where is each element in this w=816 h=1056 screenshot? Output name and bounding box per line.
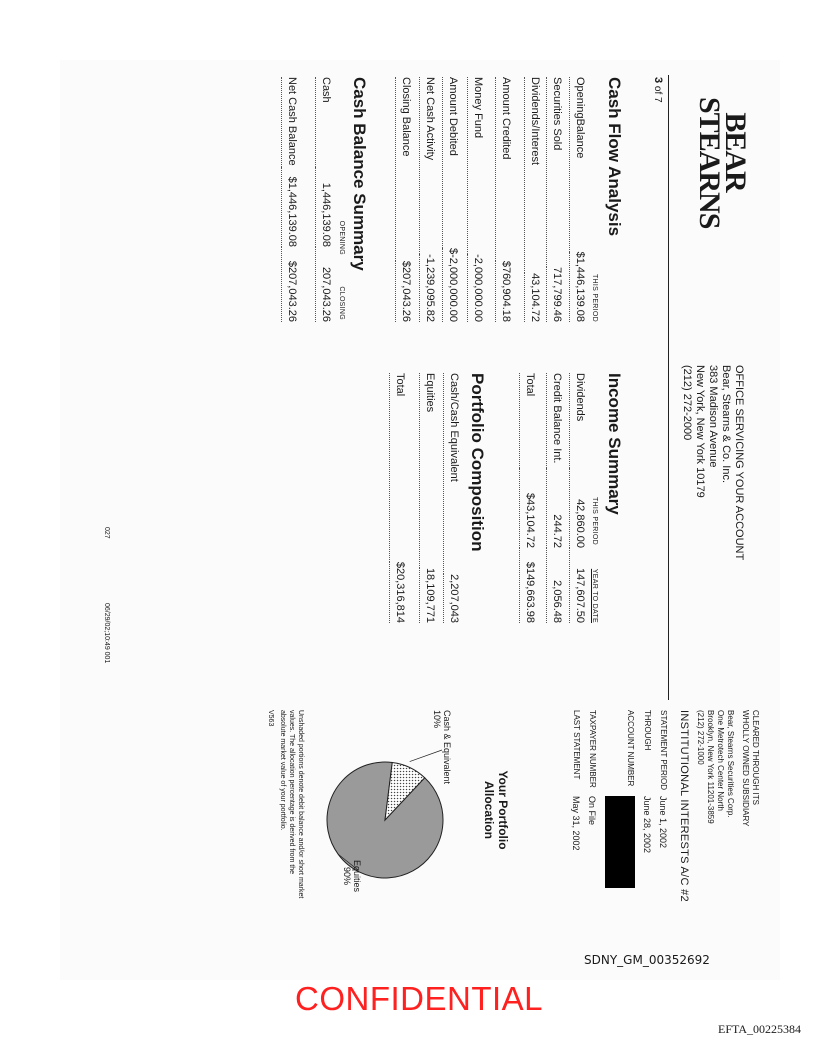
allocation-code: V563 bbox=[267, 710, 274, 727]
cash-slice-label: Cash & Equivalent 10% bbox=[432, 710, 452, 785]
cash-balance-title: Cash Balance Summary bbox=[350, 77, 369, 271]
portfolio-row: Total $20,316,814 bbox=[389, 373, 406, 623]
allocation-note: Unshaded portions denote debit balance and/or short market values. The allocation percentage is derived from the absolute market value of your portfolio. bbox=[279, 710, 304, 899]
cash-flow-row: Amount Debited $-2,000,000.00 bbox=[442, 77, 459, 322]
equities-slice-label: Equities 90% bbox=[342, 860, 362, 893]
cash-flow-title: Cash Flow Analysis bbox=[605, 77, 624, 237]
statement-info: STATEMENT PERIOD June 1, 2002 THROUGH June 28, 2002 ACCOUNT NUMBER TAXPAYER NUMBER On File LAST STATEMENT May 31, 2002 bbox=[567, 710, 670, 894]
portfolio-row: Equities 18,109,771 bbox=[419, 373, 436, 623]
cash-flow-row: Amount Credited $760,904.18 bbox=[495, 77, 512, 322]
page-number: 3 of 7 bbox=[652, 77, 664, 103]
income-title: Income Summary bbox=[605, 373, 624, 515]
clearing-address: CLEARED THROUGH ITS WHOLLY OWNED SUBSIDIARY Bear, Stearns Securities Corp. One Metrotech Center North Brooklyn, New York 11201-3859 (212) 272-1000 INSTITUTIONAL INTERESTS A/C #2 bbox=[678, 710, 760, 902]
redaction-box bbox=[606, 796, 636, 888]
cash-flow-header: THIS PERIOD bbox=[591, 273, 598, 322]
cash-balance-row: Cash 1,446,139.08 207,043.26 bbox=[315, 77, 332, 322]
bates-number: SDNY_GM_00352692 bbox=[584, 953, 710, 967]
cash-flow-row: Dividends/Interest 43,104.72 bbox=[524, 77, 541, 322]
confidential-stamp: CONFIDENTIAL bbox=[295, 980, 544, 1017]
allocation-chart bbox=[267, 710, 510, 900]
bear-stearns-logo: BEAR STEARNS bbox=[693, 97, 752, 229]
income-row: Dividends 42,860.00 147,607.50 bbox=[569, 373, 586, 623]
cash-flow-row: Net Cash Activity -1,239,095.82 bbox=[419, 77, 436, 322]
allocation-title: Your Portfolio Allocation bbox=[482, 770, 510, 850]
portfolio-row: Cash/Cash Equivalent 2,207,043 bbox=[443, 373, 460, 623]
portfolio-title: Portfolio Composition bbox=[468, 373, 487, 552]
income-row: Total $43,104.72 $149,663.98 bbox=[519, 373, 536, 623]
income-ytd-header: YEAR TO DATE bbox=[591, 568, 598, 623]
cash-balance-row: Net Cash Balance $1,446,139.08 $207,043.26 bbox=[281, 77, 298, 322]
cash-flow-row: Closing Balance $207,043.26 bbox=[395, 77, 412, 322]
footer-code-2: 06/29/02;10:49 001 bbox=[103, 603, 110, 664]
rotated-statement bbox=[90, 75, 760, 955]
office-address: OFFICE SERVICING YOUR ACCOUNT Bear, Stearns & Co. Inc. 383 Madison Avenue New York, New York 10179 (212) 272-2000 bbox=[681, 365, 745, 561]
income-row: Credit Balance Int. 244.72 2,056.48 bbox=[546, 373, 563, 623]
account-name: INSTITUTIONAL INTERESTS A/C #2 bbox=[678, 710, 690, 902]
cash-flow-row: OpeningBalance $1,446,139.08 bbox=[569, 77, 586, 322]
footer-code-1: 027 bbox=[103, 527, 110, 539]
efta-number: EFTA_00225384 bbox=[718, 1022, 802, 1036]
income-period-header: THIS PERIOD bbox=[591, 496, 598, 545]
cash-balance-opening-header: OPENING bbox=[338, 220, 345, 255]
cash-flow-row: Money Fund -2,000,000.00 bbox=[467, 77, 484, 322]
header-rule bbox=[668, 75, 669, 700]
cash-flow-row: Securities Sold 717,799.46 bbox=[546, 77, 563, 322]
cash-balance-closing-header: CLOSING bbox=[338, 286, 345, 320]
